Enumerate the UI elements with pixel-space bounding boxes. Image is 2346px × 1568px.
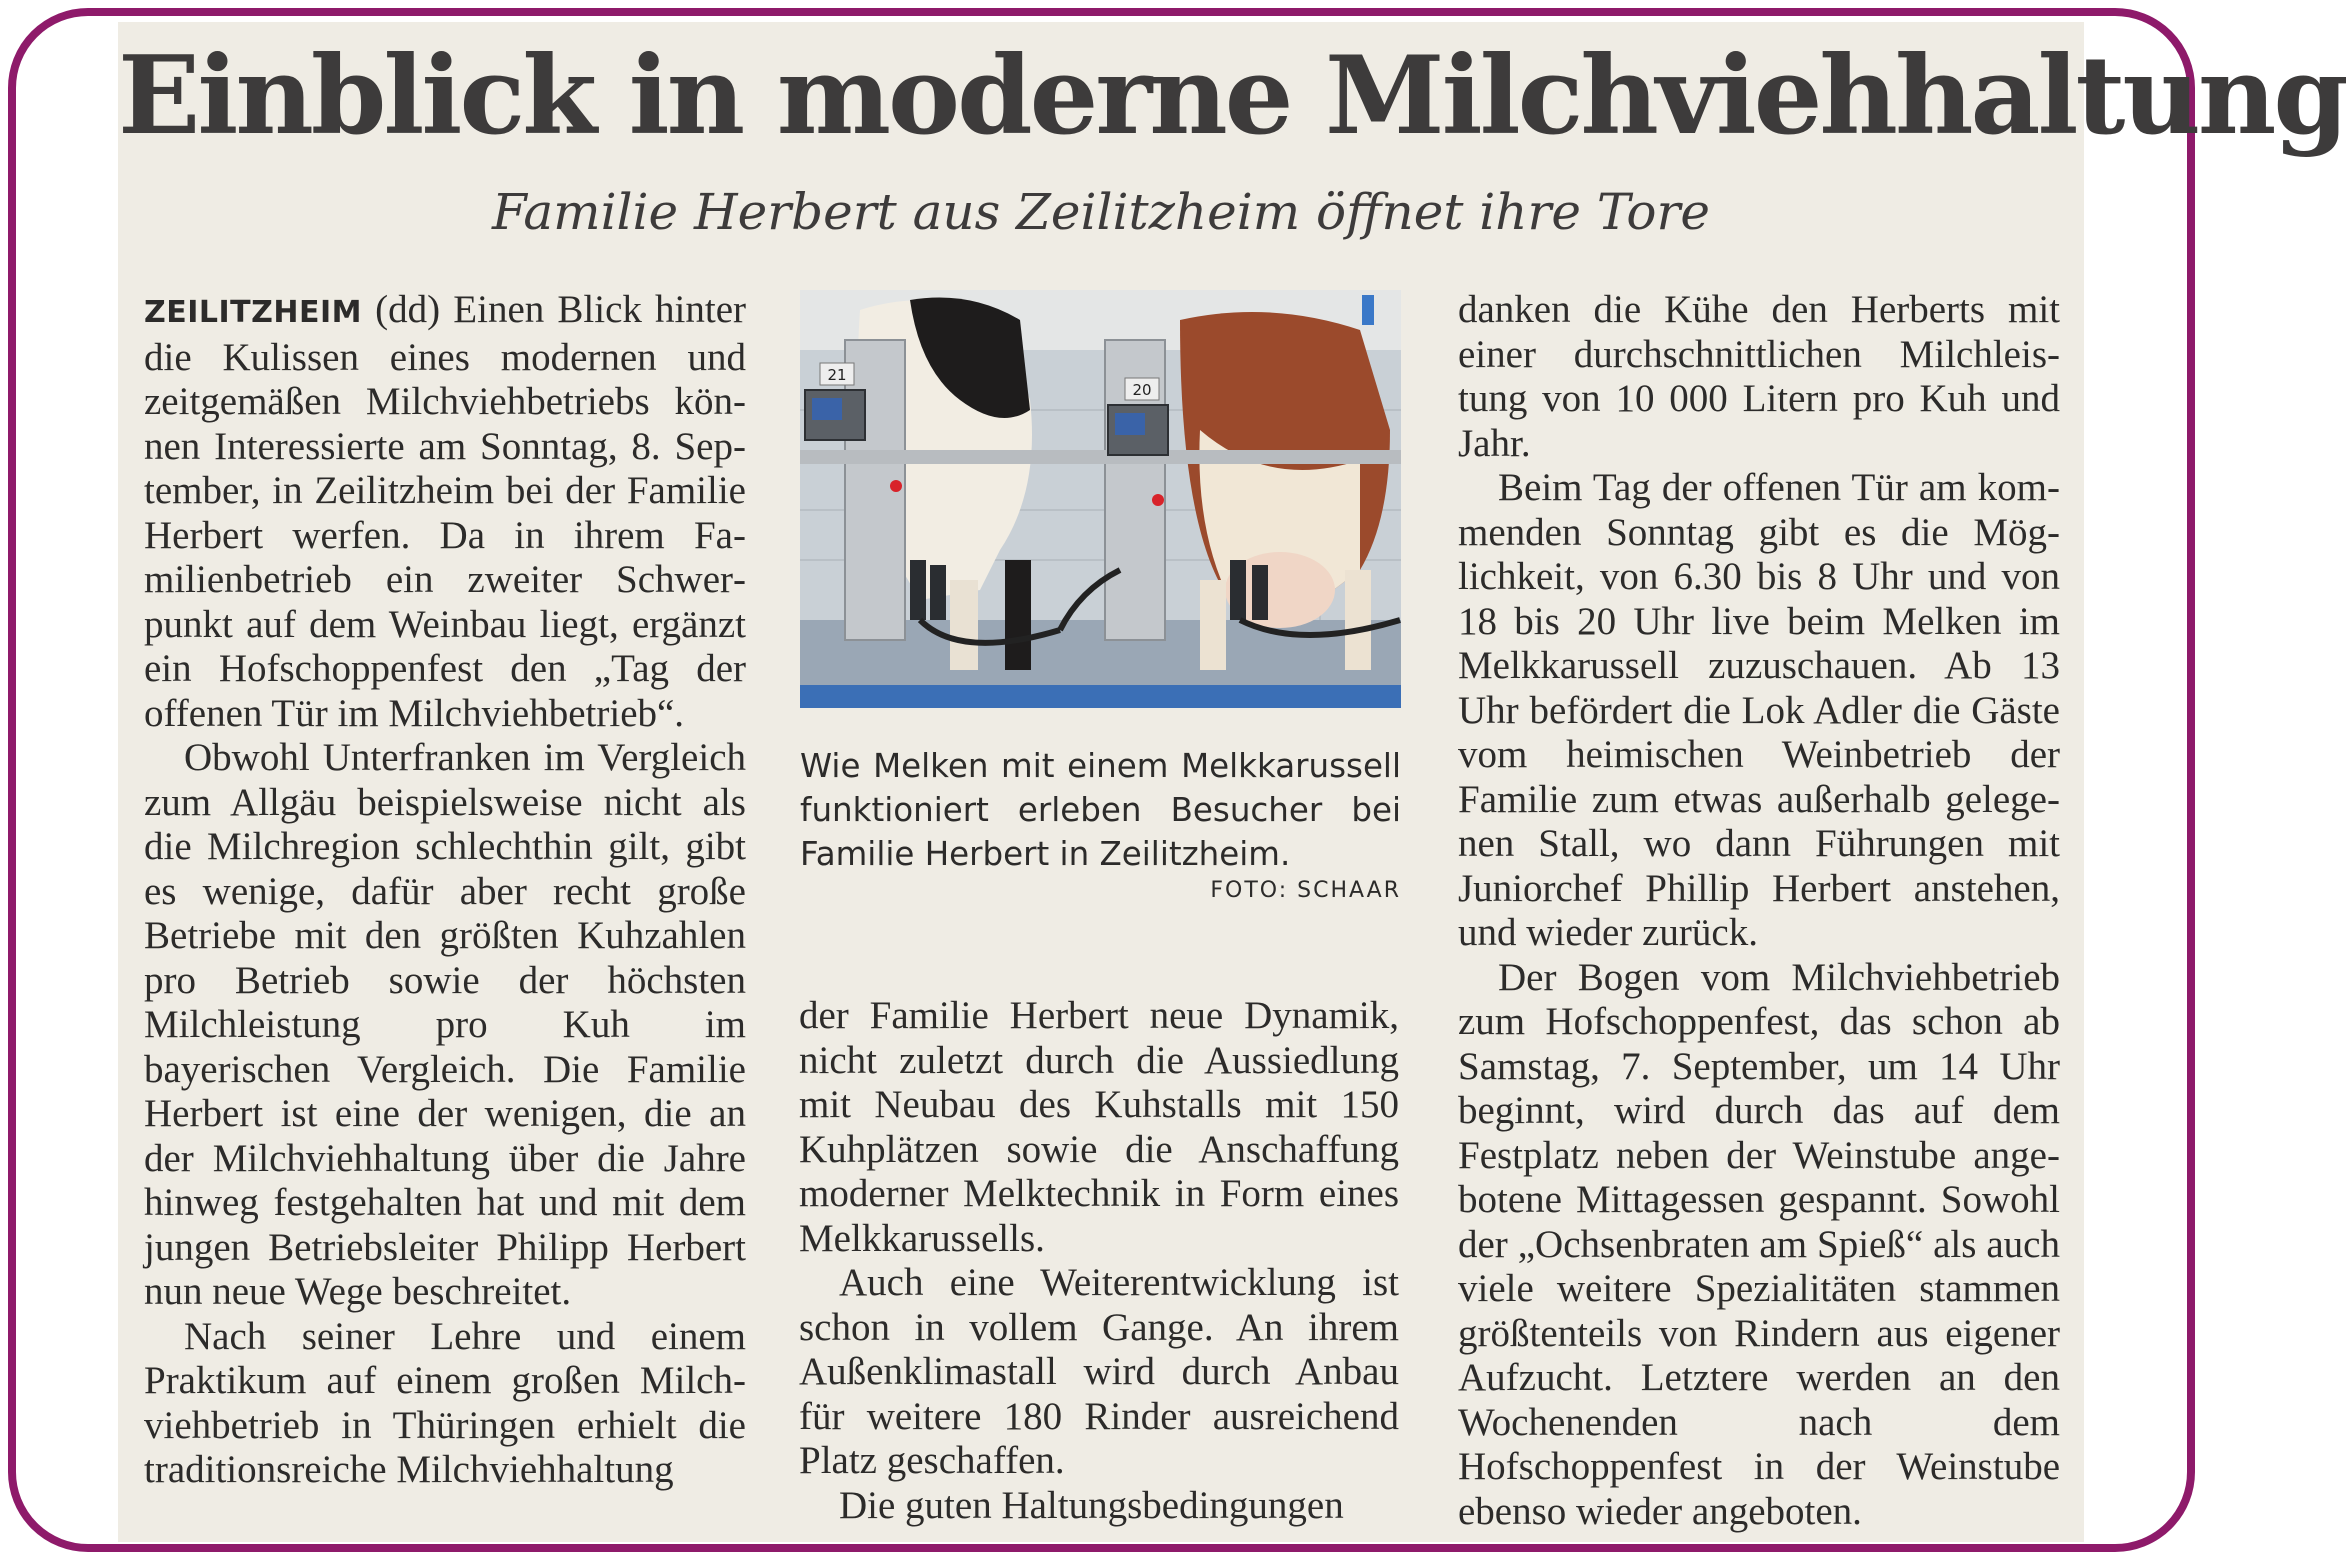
column-3	[1458, 288, 2060, 1534]
paragraph: der Familie Herbert neue Dynamik, nicht zuletzt durch die Aussiedlung mit Neubau des Kuhstalls mit 150 Kuhplätzen sowie die Anschaffung moderner Melktechnik in Form eines Melkkarussells.	[799, 994, 1399, 1260]
milking-carousel-photo	[800, 290, 1401, 708]
column-2	[799, 994, 1399, 1528]
article-photo	[800, 290, 1401, 708]
paragraph: Nach seiner Lehre und einem Praktikum auf einem großen Milchviehbetrieb in Thüringen erhielt die traditionsreiche Milchviehhaltung	[144, 1314, 746, 1491]
stall-number-right: 20	[1132, 381, 1152, 399]
photo-credit: FOTO: SCHAAR	[1210, 878, 1401, 903]
photo-caption: Wie Melken mit einem Melkkarussell funktioniert erleben Besucher bei Familie Herbert in Zeilitzheim.	[800, 747, 1401, 873]
newspaper-clipping	[118, 22, 2346, 1542]
paragraph: Die guten Haltungsbedingungen	[839, 1483, 1344, 1527]
column-1	[144, 288, 746, 1493]
stall-number-left: 21	[827, 366, 847, 384]
paragraph	[144, 288, 746, 736]
headline: Einblick in moderne Milchviehhaltung	[118, 33, 2346, 159]
paragraph: danken die Kühe den Herberts mit einer durchschnittlichen Milchleistung von 10 000 Litern pro Kuh und Jahr.	[1458, 288, 2060, 465]
paragraph: Beim Tag der offenen Tür am kommenden Sonntag gibt es die Möglichkeit, von 6.30 bis 8 Uhr und von 18 bis 20 Uhr live beim Melken im Melkkarussell zuzuschauen. Ab 13 Uhr befördert die Lok Adler die Gäste vom heimischen Weinbetrieb der Familie zum etwas außerhalb gelegenen Stall, wo dann Führungen mit Juniorchef Phillip Herbert anstehen, und wieder zurück.	[1458, 466, 2060, 954]
paragraph: Der Bogen vom Milchviehbetrieb zum Hofschoppenfest, das schon ab Samstag, 7. September, um 14 Uhr beginnt, wird durch das auf dem Festplatz neben der Weinstube angebotene Mittagessen gespannt. Sowohl der „Ochsenbraten am Spieß“ als auch viele weitere Spezialitäten stammen größtenteils von Rindern aus eigener Aufzucht. Letztere werden an den Wochenenden nach dem Hofschoppenfest in der Weinstube ebenso wieder angeboten.	[1458, 955, 2060, 1533]
paragraph: Obwohl Unterfranken im Vergleich zum Allgäu beispielsweise nicht als die Milchregion schlechthin gilt, gibt es wenige, dafür aber recht große Betriebe mit den größten Kuhzahlen pro Betrieb sowie der höchsten Milchleistung pro Kuh im bayerischen Vergleich. Die Familie Herbert ist eine der wenigen, die an der Milchviehhaltung über die Jahre hinweg festgehalten hat und mit dem jungen Betriebsleiter Philipp Herbert nun neue Wege beschreitet.	[144, 736, 746, 1313]
paragraph-text: (dd) Einen Blick hinter die Kulissen eines modernen und zeitgemäßen Milchviehbetriebs können Interessierte am Sonntag, 8. September, in Zeilitzheim bei der Familie Herbert werfen. Da in ihrem Familienbetrieb ein zweiter Schwerpunkt auf dem Weinbau liegt, ergänzt ein Hofschoppenfest den „Tag der offenen Tür im Milchviehbetrieb“.	[144, 288, 746, 735]
subheadline: Familie Herbert aus Zeilitzheim öffnet ihre Tore	[492, 183, 1710, 241]
paragraph: Auch eine Weiterentwicklung ist schon in vollem Gange. An ihrem Außenklimastall wird durch Anbau für weitere 180 Rinder ausreichend Platz geschaffen.	[799, 1261, 1399, 1482]
dateline: ZEILITZHEIM	[144, 295, 363, 330]
